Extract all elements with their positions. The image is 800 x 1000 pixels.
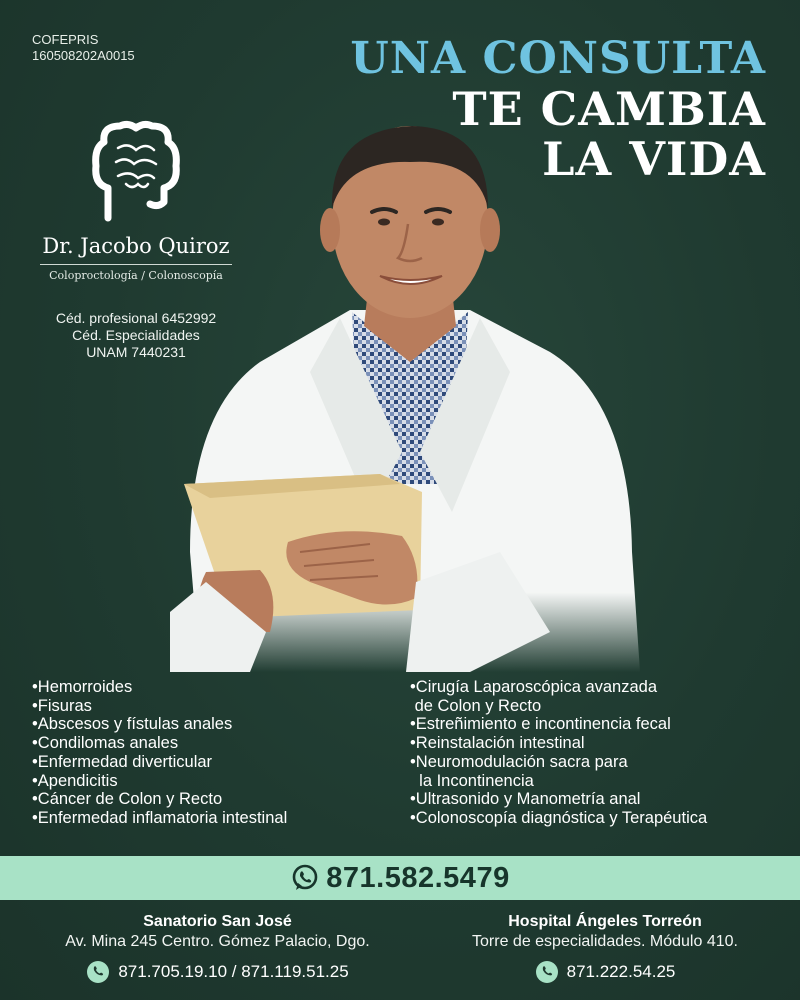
credential-professional: Céd. profesional 6452992: [55, 310, 217, 326]
service-item: •Cirugía Laparoscópica avanzada: [410, 678, 658, 696]
service-item: •Enfermedad inflamatoria intestinal: [32, 808, 288, 827]
service-item: •Abscesos y fístulas anales: [32, 715, 233, 734]
service-item: •Apendicitis: [32, 771, 118, 790]
location-sanatorio: [20, 912, 415, 984]
headline-line-1: UNA CONSULTA: [350, 33, 766, 84]
location-phone: [20, 960, 415, 984]
cofepris-number: 160508202A0015: [32, 48, 135, 63]
whatsapp-icon: [290, 863, 320, 893]
location-phone: [420, 960, 790, 984]
service-item: •Estreñimiento e incontinencia fecal: [410, 715, 671, 734]
service-item: •Neuromodulación sacra para: [410, 752, 628, 771]
location-phone-number[interactable]: 871.705.19.10 / 871.119.51.25: [118, 962, 349, 981]
service-item: •Colonoscopía diagnóstica y Terapéutica: [410, 808, 708, 827]
cofepris-registration: [32, 32, 135, 64]
service-item: •Fisuras: [32, 696, 92, 715]
main-phone-number[interactable]: 871.582.5479: [326, 861, 510, 894]
main-phone-band: [0, 856, 800, 900]
headline-line-3: LA VIDA: [542, 132, 766, 186]
location-phone-number[interactable]: 871.222.54.25: [566, 962, 676, 981]
headline-line-2: TE CAMBIA: [452, 82, 766, 136]
service-item: •Enfermedad diverticular: [32, 752, 213, 771]
location-address: Av. Mina 245 Centro. Gómez Palacio, Dgo.: [65, 933, 370, 950]
location-name: Sanatorio San José: [143, 913, 292, 930]
whatsapp-icon: [535, 960, 559, 984]
doctor-photo: [170, 112, 650, 672]
cofepris-label: COFEPRIS: [32, 32, 99, 47]
location-address: Torre de especialidades. Módulo 410.: [472, 933, 738, 950]
services-list-right: [410, 678, 707, 828]
doctor-specialty: Coloproctología / Colonoscopía: [49, 269, 223, 282]
location-name: Hospital Ángeles Torreón: [508, 913, 702, 930]
doctor-name: Dr. Jacobo Quiroz: [42, 234, 230, 258]
service-item: •Cáncer de Colon y Recto: [32, 790, 223, 809]
services-list-left: [32, 678, 287, 828]
service-item: •Ultrasonido y Manometría anal: [410, 790, 641, 809]
whatsapp-icon: [86, 960, 110, 984]
credential-unam: UNAM 7440231: [86, 344, 186, 360]
credential-specialties: Céd. Especialidades: [72, 327, 200, 343]
service-item: la Incontinencia: [410, 771, 534, 790]
service-item: de Colon y Recto: [410, 696, 542, 715]
location-hospital-angeles: [420, 912, 790, 984]
service-item: •Reinstalación intestinal: [410, 734, 585, 753]
service-item: •Hemorroides: [32, 678, 133, 696]
service-item: •Condilomas anales: [32, 734, 179, 753]
